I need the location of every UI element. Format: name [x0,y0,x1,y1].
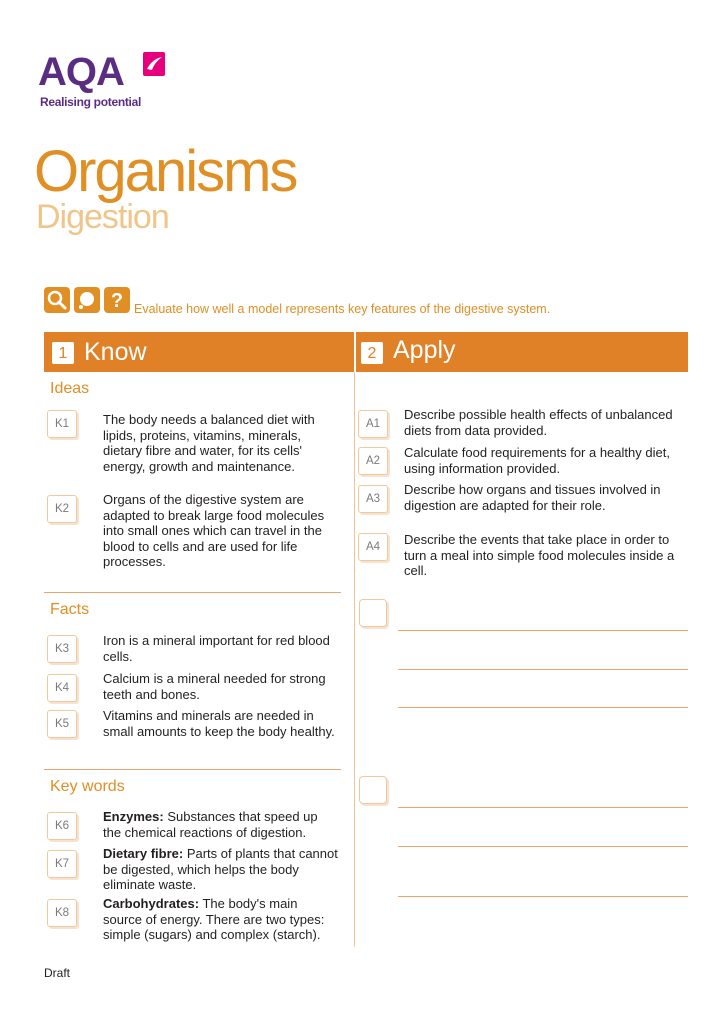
writing-line[interactable] [398,846,688,847]
code-a2: A2 [358,447,388,475]
code-k8: K8 [47,899,77,927]
keyword-definition: Substances that speed up the chemical reactions of digestion. [103,809,318,840]
code-k4: K4 [47,674,77,702]
apply-item-text: Describe the events that take place in order to turn a meal into simple food molecules inside a cell. [404,532,675,579]
writing-line[interactable] [398,707,688,708]
column-divider [354,372,355,947]
code-a1: A1 [358,410,388,438]
code-a4: A4 [358,533,388,561]
fact-item-text: Vitamins and minerals are needed in small amounts to keep the body healthy. [103,708,335,739]
apply-item-text: Describe possible health effects of unbalanced diets from data provided. [404,407,673,438]
keyword-term: Dietary fibre: [103,846,184,861]
aqa-logo: AQA [38,50,124,94]
apply-item-text: Describe how organs and tissues involved in digestion are adapted for their role. [404,482,661,513]
code-k2: K2 [47,495,77,523]
writing-line[interactable] [398,807,688,808]
svg-text:?: ? [110,290,124,312]
writing-line[interactable] [398,630,688,631]
writing-line[interactable] [398,669,688,670]
fact-item-text: Calcium is a mineral needed for strong teeth and bones. [103,671,326,702]
thought-bubble-icon [74,287,100,313]
banner-divider [354,332,356,372]
logo-tagline: Realising potential [40,95,141,109]
keyword-item [103,846,339,893]
keyword-definition: The body's main source of energy. There are two types: simple (sugars) and complex (starch). [103,896,325,943]
section-rule [44,592,341,593]
code-k6: K6 [47,812,77,840]
page-subtitle: Digestion [36,198,169,236]
keyword-item [103,896,339,943]
apply-item-text: Calculate food requirements for a healthy diet, using information provided. [404,445,670,476]
logo-mark-icon [143,52,165,76]
keywords-heading: Key words [50,778,125,795]
draft-label: Draft [44,966,71,980]
code-k5: K5 [47,710,77,738]
code-k7: K7 [47,850,77,878]
writing-line[interactable] [398,896,688,897]
keyword-item [103,809,339,840]
keyword-definition: Parts of plants that cannot be digested, which helps the body eliminate waste. [103,846,338,893]
keyword-term: Carbohydrates: [103,896,200,911]
code-k1: K1 [47,410,77,438]
search-icon [44,287,70,313]
page-title: Organisms [34,139,297,204]
knowledge-item-text: Organs of the digestive system are adapted to break large food molecules into small ones which can travel in the blood to cells and are used for life processes. [103,492,325,570]
apply-number: 2 [361,342,383,364]
facts-heading: Facts [50,601,90,618]
fact-item-text: Iron is a mineral important for red blood cells. [103,633,330,664]
know-number: 1 [52,342,74,364]
knowledge-item-text: The body needs a balanced diet with lipids, proteins, vitamins, minerals, dietary fibre and water, for its cells' energy, growth and maintenance. [103,412,315,474]
blank-code-box[interactable] [359,599,387,627]
code-k3: K3 [47,635,77,663]
know-heading: Know [84,338,147,366]
learning-objective: Evaluate how well a model represents key features of the digestive system. [134,302,551,316]
ideas-heading: Ideas [50,380,90,397]
apply-heading: Apply [393,336,456,364]
code-a3: A3 [358,485,388,513]
question-icon [104,287,130,313]
keyword-term: Enzymes: [103,809,164,824]
blank-code-box[interactable] [359,776,387,804]
section-rule [44,769,341,770]
